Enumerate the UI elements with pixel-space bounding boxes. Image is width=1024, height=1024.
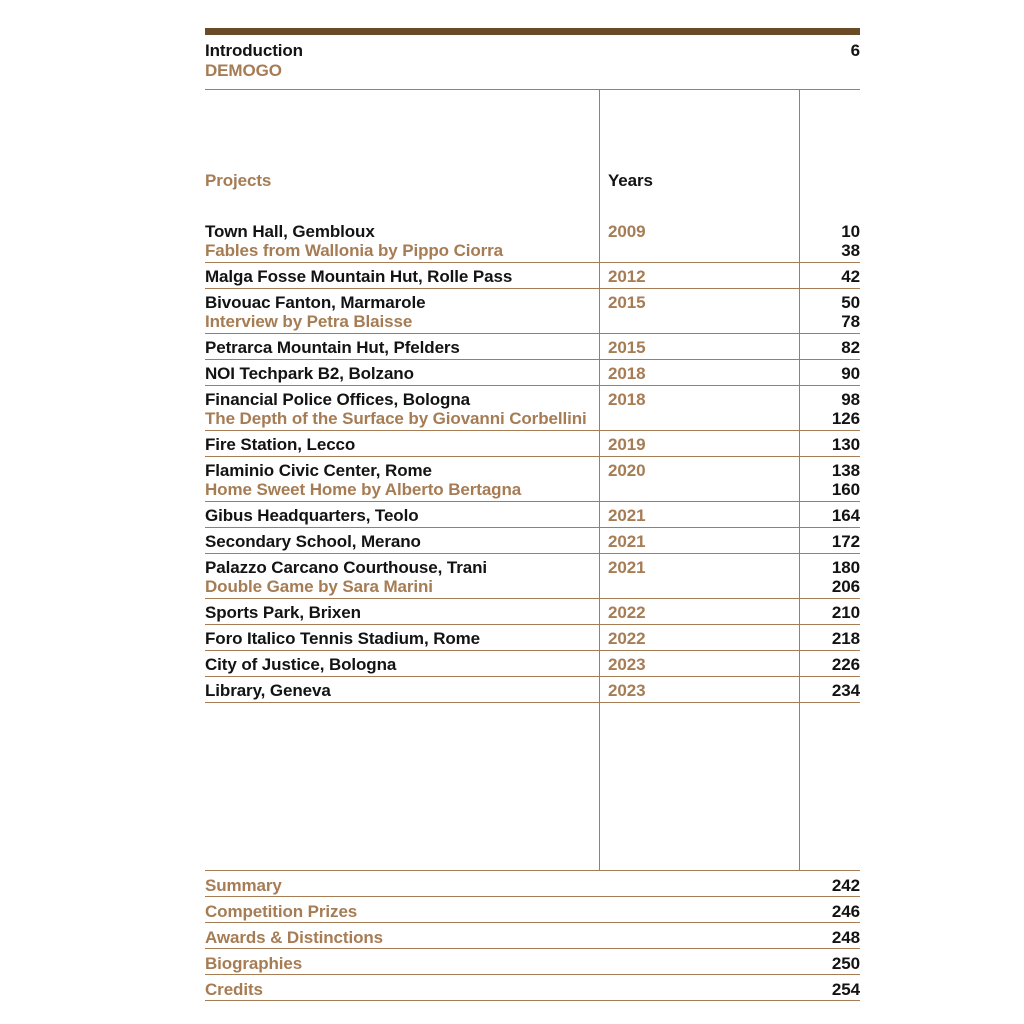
toc-row [205, 431, 860, 457]
page-number: 172 [831, 532, 860, 551]
project-title: Petrarca Mountain Hut, Pfelders [205, 338, 460, 357]
page-number: 160 [831, 480, 860, 499]
page-number: 126 [831, 409, 860, 428]
contents-table [205, 90, 860, 871]
footer-label: Competition Prizes [205, 902, 358, 921]
project-title: Palazzo Carcano Courthouse, Trani [205, 558, 487, 577]
back-matter-list [205, 871, 860, 1001]
project-title: Bivouac Fanton, Marmarole [205, 293, 426, 312]
toc-row [205, 360, 860, 386]
footer-item [205, 923, 860, 949]
page-number: 234 [831, 681, 860, 700]
page-number: 98 [841, 390, 860, 409]
project-essay-subtitle: The Depth of the Surface by Giovanni Corbellini [205, 409, 587, 428]
project-year: 2009 [608, 222, 646, 241]
project-year: 2018 [608, 390, 646, 409]
footer-label: Biographies [205, 954, 303, 973]
toc-row [205, 528, 860, 554]
toc-row [205, 677, 860, 703]
project-year: 2012 [608, 267, 646, 286]
project-year: 2021 [608, 558, 646, 577]
footer-item [205, 975, 860, 1001]
project-year: 2022 [608, 629, 646, 648]
project-year: 2021 [608, 532, 646, 551]
top-rule [205, 28, 860, 35]
toc-row [205, 457, 860, 502]
project-essay-subtitle: Double Game by Sara Marini [205, 577, 433, 596]
project-year: 2020 [608, 461, 646, 480]
project-year: 2015 [608, 293, 646, 312]
project-title: Malga Fosse Mountain Hut, Rolle Pass [205, 267, 513, 286]
project-title: Fire Station, Lecco [205, 435, 356, 454]
project-title: Foro Italico Tennis Stadium, Rome [205, 629, 481, 648]
footer-page-number: 246 [831, 902, 860, 921]
page-content [205, 28, 860, 1001]
toc-row [205, 334, 860, 360]
page-number: 50 [841, 293, 860, 312]
footer-label: Awards & Distinctions [205, 928, 384, 947]
page-number: 164 [831, 506, 860, 525]
project-year: 2018 [608, 364, 646, 383]
toc-row [205, 502, 860, 528]
page-number: 226 [831, 655, 860, 674]
toc-row [205, 554, 860, 599]
project-year: 2015 [608, 338, 646, 357]
section-page-number: 6 [850, 41, 860, 60]
project-title: Financial Police Offices, Bologna [205, 390, 470, 409]
table-top-spacer [205, 90, 860, 164]
project-essay-subtitle: Home Sweet Home by Alberto Bertagna [205, 480, 522, 499]
project-year: 2021 [608, 506, 646, 525]
footer-label: Summary [205, 876, 282, 895]
page-number: 82 [841, 338, 860, 357]
projects-column-header: Projects [205, 171, 272, 190]
footer-page-number: 250 [831, 954, 860, 973]
page-number: 10 [841, 222, 860, 241]
footer-item [205, 897, 860, 923]
project-year: 2023 [608, 655, 646, 674]
years-column-header: Years [608, 171, 653, 190]
intro-row [205, 35, 860, 61]
table-header-row [205, 164, 860, 218]
project-title: Gibus Headquarters, Teolo [205, 506, 419, 525]
project-year: 2022 [608, 603, 646, 622]
page-number: 180 [831, 558, 860, 577]
project-title: Flaminio Civic Center, Rome [205, 461, 432, 480]
page-number: 38 [841, 241, 860, 260]
page-number: 78 [841, 312, 860, 331]
toc-row [205, 599, 860, 625]
project-essay-subtitle: Fables from Wallonia by Pippo Ciorra [205, 241, 504, 260]
footer-item [205, 949, 860, 975]
table-bottom-spacer [205, 703, 860, 871]
project-title: NOI Techpark B2, Bolzano [205, 364, 414, 383]
project-title: Town Hall, Gembloux [205, 222, 375, 241]
footer-label: Credits [205, 980, 263, 999]
toc-row [205, 625, 860, 651]
page-number: 210 [831, 603, 860, 622]
page-number: 138 [831, 461, 860, 480]
section-title: Introduction [205, 41, 303, 60]
footer-item [205, 871, 860, 897]
toc-row [205, 263, 860, 289]
page-number: 206 [831, 577, 860, 596]
page-number: 90 [841, 364, 860, 383]
project-title: Sports Park, Brixen [205, 603, 361, 622]
toc-row [205, 289, 860, 334]
project-year: 2023 [608, 681, 646, 700]
page-number: 42 [841, 267, 860, 286]
footer-page-number: 254 [831, 980, 860, 999]
toc-row [205, 386, 860, 431]
page-number: 130 [831, 435, 860, 454]
studio-name: DEMOGO [205, 61, 860, 90]
toc-rows [205, 218, 860, 703]
project-year: 2019 [608, 435, 646, 454]
project-title: City of Justice, Bologna [205, 655, 397, 674]
project-essay-subtitle: Interview by Petra Blaisse [205, 312, 413, 331]
toc-row [205, 218, 860, 263]
project-title: Secondary School, Merano [205, 532, 421, 551]
footer-page-number: 248 [831, 928, 860, 947]
project-title: Library, Geneva [205, 681, 331, 700]
toc-row [205, 651, 860, 677]
page-number: 218 [831, 629, 860, 648]
footer-page-number: 242 [831, 876, 860, 895]
